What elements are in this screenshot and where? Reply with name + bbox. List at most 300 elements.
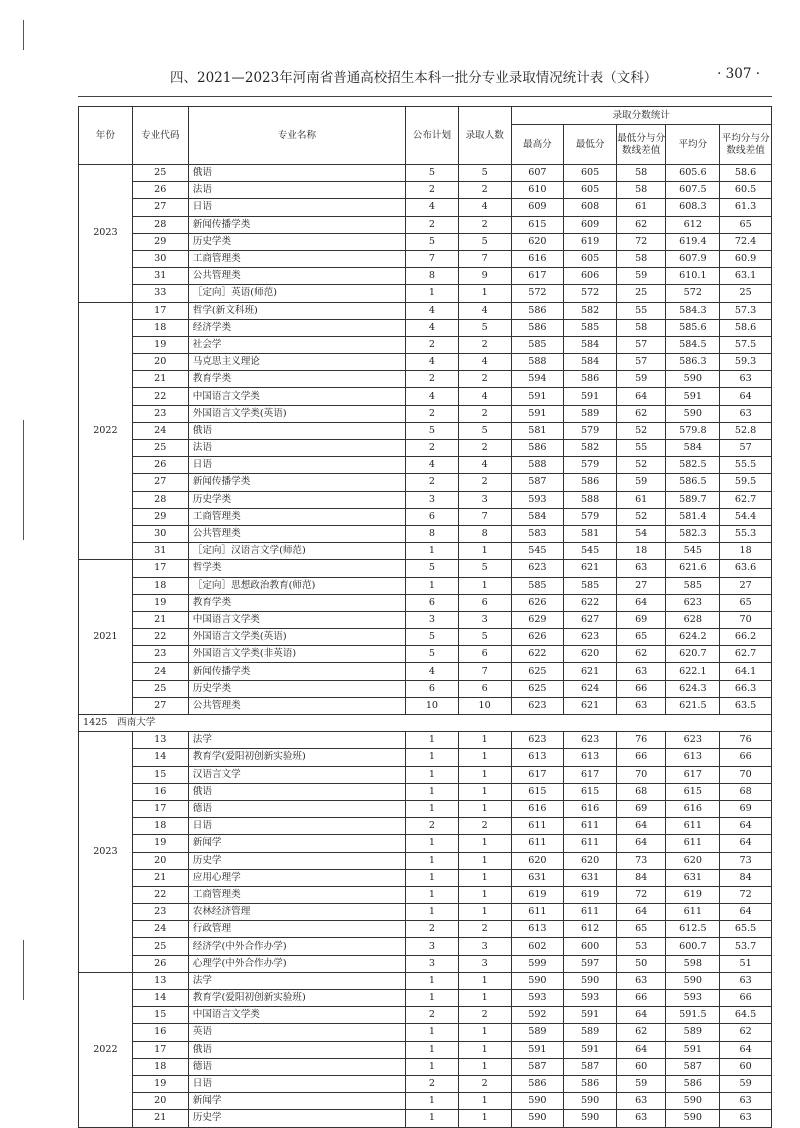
- cell-plan: 1: [406, 835, 459, 852]
- cell-avg-diff: 72.4: [720, 233, 772, 250]
- cell-avg-diff: 64.5: [720, 1007, 772, 1024]
- cell-code: 19: [132, 594, 188, 611]
- cell-admitted: 1: [458, 543, 511, 560]
- cell-code: 23: [132, 646, 188, 663]
- cell-avg: 628: [666, 611, 720, 628]
- cell-min: 591: [564, 1041, 617, 1058]
- cell-plan: 8: [406, 525, 459, 542]
- cell-code: 29: [132, 233, 188, 250]
- cell-plan: 2: [406, 440, 459, 457]
- cell-plan: 1: [406, 852, 459, 869]
- cell-max: 617: [511, 268, 564, 285]
- cell-admitted: 2: [458, 474, 511, 491]
- school-section: [79, 715, 772, 732]
- cell-code: 19: [132, 336, 188, 353]
- cell-code: 16: [132, 1024, 188, 1041]
- cell-plan: 6: [406, 508, 459, 525]
- cell-admitted: 1: [458, 869, 511, 886]
- cell-max: 625: [511, 663, 564, 680]
- cell-avg-diff: 73: [720, 852, 772, 869]
- table-row: [79, 1093, 772, 1110]
- cell-min-diff: 59: [616, 1075, 665, 1092]
- cell-max: 599: [511, 955, 564, 972]
- cell-avg-diff: 59.3: [720, 354, 772, 371]
- cell-max: 611: [511, 904, 564, 921]
- cell-code: 22: [132, 629, 188, 646]
- cell-min: 620: [564, 852, 617, 869]
- cell-min-diff: 18: [616, 543, 665, 560]
- cell-plan: 5: [406, 165, 459, 182]
- cell-name: ［定向］汉语言文学(师范): [188, 543, 405, 560]
- cell-max: 590: [511, 1110, 564, 1127]
- cell-avg-diff: 58.6: [720, 165, 772, 182]
- cell-avg: 612.5: [666, 921, 720, 938]
- table-row: [79, 800, 772, 817]
- cell-admitted: 1: [458, 1058, 511, 1075]
- cell-plan: 1: [406, 749, 459, 766]
- cell-avg-diff: 55.5: [720, 457, 772, 474]
- cell-min: 612: [564, 921, 617, 938]
- cell-name: 日语: [188, 1075, 405, 1092]
- cell-plan: 3: [406, 611, 459, 628]
- cell-min: 589: [564, 1024, 617, 1041]
- cell-min: 572: [564, 285, 617, 302]
- cell-admitted: 6: [458, 646, 511, 663]
- table-row: [79, 869, 772, 886]
- cell-admitted: 6: [458, 594, 511, 611]
- cell-plan: 5: [406, 646, 459, 663]
- table-row: [79, 955, 772, 972]
- cell-admitted: 1: [458, 972, 511, 989]
- cell-plan: 5: [406, 629, 459, 646]
- cell-plan: 1: [406, 869, 459, 886]
- cell-min-diff: 66: [616, 680, 665, 697]
- table-row: [79, 818, 772, 835]
- cell-min: 615: [564, 783, 617, 800]
- cell-admitted: 1: [458, 1041, 511, 1058]
- cell-name: 新闻学: [188, 835, 405, 852]
- cell-min: 631: [564, 869, 617, 886]
- school-row: 1425 西南大学: [79, 715, 772, 732]
- cell-plan: 4: [406, 302, 459, 319]
- cell-code: 18: [132, 1058, 188, 1075]
- cell-min-diff: 68: [616, 783, 665, 800]
- cell-name: 教育学(爱阳初创新实验班): [188, 990, 405, 1007]
- cell-code: 22: [132, 886, 188, 903]
- cell-avg: 586.5: [666, 474, 720, 491]
- cell-admitted: 5: [458, 165, 511, 182]
- cell-name: 历史学类: [188, 680, 405, 697]
- cell-avg: 624.2: [666, 629, 720, 646]
- cell-admitted: 5: [458, 319, 511, 336]
- cell-code: 28: [132, 491, 188, 508]
- table-row: [79, 835, 772, 852]
- table-row: [79, 1041, 772, 1058]
- cell-code: 25: [132, 680, 188, 697]
- cell-max: 613: [511, 921, 564, 938]
- cell-code: 22: [132, 388, 188, 405]
- cell-min-diff: 70: [616, 766, 665, 783]
- cell-admitted: 1: [458, 783, 511, 800]
- cell-plan: 2: [406, 1075, 459, 1092]
- cell-min-diff: 66: [616, 990, 665, 1007]
- cell-avg-diff: 64: [720, 904, 772, 921]
- cell-min-diff: 60: [616, 1058, 665, 1075]
- cell-name: 日语: [188, 457, 405, 474]
- cell-min-diff: 27: [616, 577, 665, 594]
- cell-avg-diff: 64: [720, 1041, 772, 1058]
- cell-min-diff: 62: [616, 646, 665, 663]
- cell-min: 586: [564, 1075, 617, 1092]
- cell-name: 教育学类: [188, 594, 405, 611]
- cell-avg: 621.5: [666, 697, 720, 714]
- cell-avg: 620: [666, 852, 720, 869]
- table-row: [79, 543, 772, 560]
- cell-admitted: 1: [458, 732, 511, 749]
- cell-min-diff: 64: [616, 904, 665, 921]
- cell-avg-diff: 66: [720, 749, 772, 766]
- cell-min: 605: [564, 182, 617, 199]
- cell-min-diff: 55: [616, 302, 665, 319]
- cell-min-diff: 59: [616, 371, 665, 388]
- cell-name: 俄语: [188, 783, 405, 800]
- col-year: 年份: [79, 107, 133, 165]
- cell-avg-diff: 64: [720, 835, 772, 852]
- cell-min-diff: 64: [616, 1007, 665, 1024]
- cell-code: 18: [132, 818, 188, 835]
- cell-min: 582: [564, 302, 617, 319]
- table-row: [79, 199, 772, 216]
- cell-admitted: 5: [458, 629, 511, 646]
- cell-avg: 591: [666, 388, 720, 405]
- cell-min: 585: [564, 319, 617, 336]
- cell-name: 汉语言文学: [188, 766, 405, 783]
- cell-admitted: 4: [458, 199, 511, 216]
- cell-avg-diff: 59.5: [720, 474, 772, 491]
- cell-max: 611: [511, 818, 564, 835]
- cell-min-diff: 65: [616, 921, 665, 938]
- cell-avg-diff: 76: [720, 732, 772, 749]
- cell-avg-diff: 66: [720, 990, 772, 1007]
- cell-min-diff: 54: [616, 525, 665, 542]
- admission-table: [78, 106, 772, 1128]
- cell-avg: 590: [666, 972, 720, 989]
- cell-name: 中国语言文学类: [188, 611, 405, 628]
- cell-code: 15: [132, 766, 188, 783]
- cell-name: 工商管理类: [188, 886, 405, 903]
- cell-avg-diff: 55.3: [720, 525, 772, 542]
- cell-admitted: 5: [458, 233, 511, 250]
- cell-avg: 590: [666, 371, 720, 388]
- cell-min-diff: 52: [616, 508, 665, 525]
- table-row: [79, 182, 772, 199]
- cell-min: 608: [564, 199, 617, 216]
- cell-plan: 4: [406, 319, 459, 336]
- cell-admitted: 4: [458, 302, 511, 319]
- cell-admitted: 7: [458, 508, 511, 525]
- cell-min: 605: [564, 250, 617, 267]
- cell-plan: 1: [406, 1041, 459, 1058]
- cell-name: 公共管理类: [188, 268, 405, 285]
- cell-max: 611: [511, 835, 564, 852]
- cell-max: 588: [511, 457, 564, 474]
- col-min-diff: 最低分与分数线差值: [616, 125, 665, 165]
- cell-max: 593: [511, 990, 564, 1007]
- cell-avg: 622.1: [666, 663, 720, 680]
- cell-name: 英语: [188, 1024, 405, 1041]
- scan-edge-mark: [23, 420, 24, 540]
- table-row: [79, 663, 772, 680]
- cell-avg: 607.9: [666, 250, 720, 267]
- cell-name: ［定向］思想政治教育(师范): [188, 577, 405, 594]
- cell-plan: 2: [406, 405, 459, 422]
- cell-admitted: 3: [458, 491, 511, 508]
- cell-avg: 591: [666, 1041, 720, 1058]
- cell-avg: 581.4: [666, 508, 720, 525]
- cell-plan: 3: [406, 955, 459, 972]
- cell-max: 631: [511, 869, 564, 886]
- table-row: [79, 749, 772, 766]
- cell-avg: 584.3: [666, 302, 720, 319]
- cell-plan: 2: [406, 216, 459, 233]
- header-rule: [78, 96, 772, 97]
- cell-avg-diff: 59: [720, 1075, 772, 1092]
- cell-avg: 591.5: [666, 1007, 720, 1024]
- page-header: [70, 62, 760, 86]
- cell-min: 591: [564, 388, 617, 405]
- cell-avg-diff: 65: [720, 594, 772, 611]
- cell-admitted: 10: [458, 697, 511, 714]
- table-row: [79, 990, 772, 1007]
- cell-avg-diff: 53.7: [720, 938, 772, 955]
- table-row: [79, 250, 772, 267]
- table-row: [79, 216, 772, 233]
- table-row: [79, 783, 772, 800]
- cell-avg: 623: [666, 732, 720, 749]
- cell-max: 586: [511, 302, 564, 319]
- cell-avg-diff: 60.5: [720, 182, 772, 199]
- cell-admitted: 4: [458, 388, 511, 405]
- scan-edge-mark: [23, 940, 24, 1000]
- cell-max: 615: [511, 783, 564, 800]
- cell-max: 620: [511, 233, 564, 250]
- cell-avg-diff: 63.1: [720, 268, 772, 285]
- cell-min: 621: [564, 560, 617, 577]
- cell-min: 609: [564, 216, 617, 233]
- cell-max: 616: [511, 800, 564, 817]
- col-max: 最高分: [511, 125, 564, 165]
- cell-avg: 621.6: [666, 560, 720, 577]
- cell-avg: 582.3: [666, 525, 720, 542]
- cell-min-diff: 58: [616, 319, 665, 336]
- table-row: [79, 285, 772, 302]
- year-cell: 2023: [79, 732, 133, 973]
- cell-min: 579: [564, 457, 617, 474]
- cell-min: 593: [564, 990, 617, 1007]
- cell-admitted: 9: [458, 268, 511, 285]
- cell-code: 24: [132, 422, 188, 439]
- cell-max: 585: [511, 577, 564, 594]
- cell-plan: 2: [406, 182, 459, 199]
- cell-min: 589: [564, 405, 617, 422]
- cell-min-diff: 64: [616, 1041, 665, 1058]
- cell-code: 33: [132, 285, 188, 302]
- cell-min-diff: 62: [616, 216, 665, 233]
- cell-admitted: 2: [458, 1007, 511, 1024]
- cell-name: 社会学: [188, 336, 405, 353]
- cell-avg: 582.5: [666, 457, 720, 474]
- cell-min-diff: 58: [616, 250, 665, 267]
- cell-avg: 600.7: [666, 938, 720, 955]
- cell-min: 579: [564, 508, 617, 525]
- cell-name: 德语: [188, 1058, 405, 1075]
- cell-admitted: 1: [458, 766, 511, 783]
- cell-plan: 6: [406, 680, 459, 697]
- page-number: · 307 ·: [717, 66, 760, 82]
- cell-plan: 2: [406, 921, 459, 938]
- cell-avg-diff: 27: [720, 577, 772, 594]
- cell-max: 585: [511, 336, 564, 353]
- cell-plan: 4: [406, 663, 459, 680]
- cell-avg-diff: 72: [720, 886, 772, 903]
- cell-plan: 1: [406, 904, 459, 921]
- cell-plan: 1: [406, 766, 459, 783]
- cell-name: 外国语言文学类(英语): [188, 405, 405, 422]
- cell-min-diff: 63: [616, 1093, 665, 1110]
- cell-avg: 617: [666, 766, 720, 783]
- cell-max: 584: [511, 508, 564, 525]
- table-row: [79, 646, 772, 663]
- cell-avg-diff: 69: [720, 800, 772, 817]
- cell-avg-diff: 64.1: [720, 663, 772, 680]
- cell-min: 623: [564, 629, 617, 646]
- table-row: [79, 697, 772, 714]
- cell-min-diff: 64: [616, 835, 665, 852]
- table-row: [79, 1075, 772, 1092]
- cell-min: 584: [564, 354, 617, 371]
- cell-min: 620: [564, 646, 617, 663]
- cell-avg: 615: [666, 783, 720, 800]
- cell-plan: 1: [406, 1058, 459, 1075]
- cell-name: 经济学类: [188, 319, 405, 336]
- cell-min-diff: 57: [616, 354, 665, 371]
- cell-admitted: 5: [458, 422, 511, 439]
- cell-avg: 586: [666, 1075, 720, 1092]
- cell-max: 625: [511, 680, 564, 697]
- cell-name: 哲学类: [188, 560, 405, 577]
- cell-max: 572: [511, 285, 564, 302]
- cell-admitted: 2: [458, 921, 511, 938]
- cell-name: 历史学类: [188, 491, 405, 508]
- cell-plan: 3: [406, 491, 459, 508]
- table-header: [79, 107, 772, 165]
- cell-code: 23: [132, 405, 188, 422]
- cell-code: 25: [132, 440, 188, 457]
- table-row: [79, 629, 772, 646]
- table-row: [79, 440, 772, 457]
- cell-min-diff: 62: [616, 405, 665, 422]
- cell-min-diff: 58: [616, 182, 665, 199]
- cell-max: 616: [511, 250, 564, 267]
- cell-code: 31: [132, 543, 188, 560]
- cell-admitted: 2: [458, 818, 511, 835]
- cell-avg-diff: 62.7: [720, 491, 772, 508]
- cell-code: 21: [132, 1110, 188, 1127]
- cell-max: 610: [511, 182, 564, 199]
- cell-min: 622: [564, 594, 617, 611]
- cell-avg-diff: 54.4: [720, 508, 772, 525]
- cell-avg-diff: 63: [720, 972, 772, 989]
- cell-max: 588: [511, 354, 564, 371]
- table-row: [79, 1007, 772, 1024]
- table-body-school: [79, 732, 772, 1127]
- cell-code: 21: [132, 611, 188, 628]
- cell-min: 606: [564, 268, 617, 285]
- cell-avg: 608.3: [666, 199, 720, 216]
- cell-avg: 619: [666, 886, 720, 903]
- cell-avg: 607.5: [666, 182, 720, 199]
- cell-avg-diff: 52.8: [720, 422, 772, 439]
- cell-min-diff: 84: [616, 869, 665, 886]
- table-row: [79, 233, 772, 250]
- cell-name: 外国语言文学类(非英语): [188, 646, 405, 663]
- col-avg-diff: 平均分与分数线差值: [720, 125, 772, 165]
- col-min: 最低分: [564, 125, 617, 165]
- col-group-scores: 录取分数统计: [511, 107, 771, 125]
- cell-max: 586: [511, 1075, 564, 1092]
- cell-max: 590: [511, 972, 564, 989]
- cell-name: 历史学类: [188, 233, 405, 250]
- cell-min-diff: 62: [616, 1024, 665, 1041]
- cell-admitted: 1: [458, 749, 511, 766]
- cell-admitted: 1: [458, 1110, 511, 1127]
- table-row: [79, 611, 772, 628]
- table-row: [79, 371, 772, 388]
- cell-max: 591: [511, 405, 564, 422]
- cell-min: 624: [564, 680, 617, 697]
- cell-code: 21: [132, 371, 188, 388]
- cell-min: 613: [564, 749, 617, 766]
- cell-avg: 572: [666, 285, 720, 302]
- cell-min-diff: 72: [616, 233, 665, 250]
- cell-avg-diff: 57.3: [720, 302, 772, 319]
- cell-admitted: 2: [458, 371, 511, 388]
- cell-code: 13: [132, 732, 188, 749]
- cell-admitted: 2: [458, 440, 511, 457]
- cell-avg: 585.6: [666, 319, 720, 336]
- cell-min: 590: [564, 972, 617, 989]
- cell-admitted: 5: [458, 560, 511, 577]
- cell-plan: 1: [406, 1093, 459, 1110]
- cell-avg: 612: [666, 216, 720, 233]
- table-row: [79, 972, 772, 989]
- cell-avg: 579.8: [666, 422, 720, 439]
- cell-max: 626: [511, 594, 564, 611]
- cell-plan: 2: [406, 818, 459, 835]
- table-row: [79, 457, 772, 474]
- cell-admitted: 1: [458, 886, 511, 903]
- cell-avg: 616: [666, 800, 720, 817]
- cell-avg-diff: 25: [720, 285, 772, 302]
- cell-admitted: 2: [458, 336, 511, 353]
- cell-avg-diff: 57: [720, 440, 772, 457]
- col-name: 专业名称: [188, 107, 405, 165]
- cell-avg: 611: [666, 835, 720, 852]
- cell-avg-diff: 70: [720, 766, 772, 783]
- cell-avg: 585: [666, 577, 720, 594]
- cell-avg-diff: 60: [720, 1058, 772, 1075]
- cell-max: 593: [511, 491, 564, 508]
